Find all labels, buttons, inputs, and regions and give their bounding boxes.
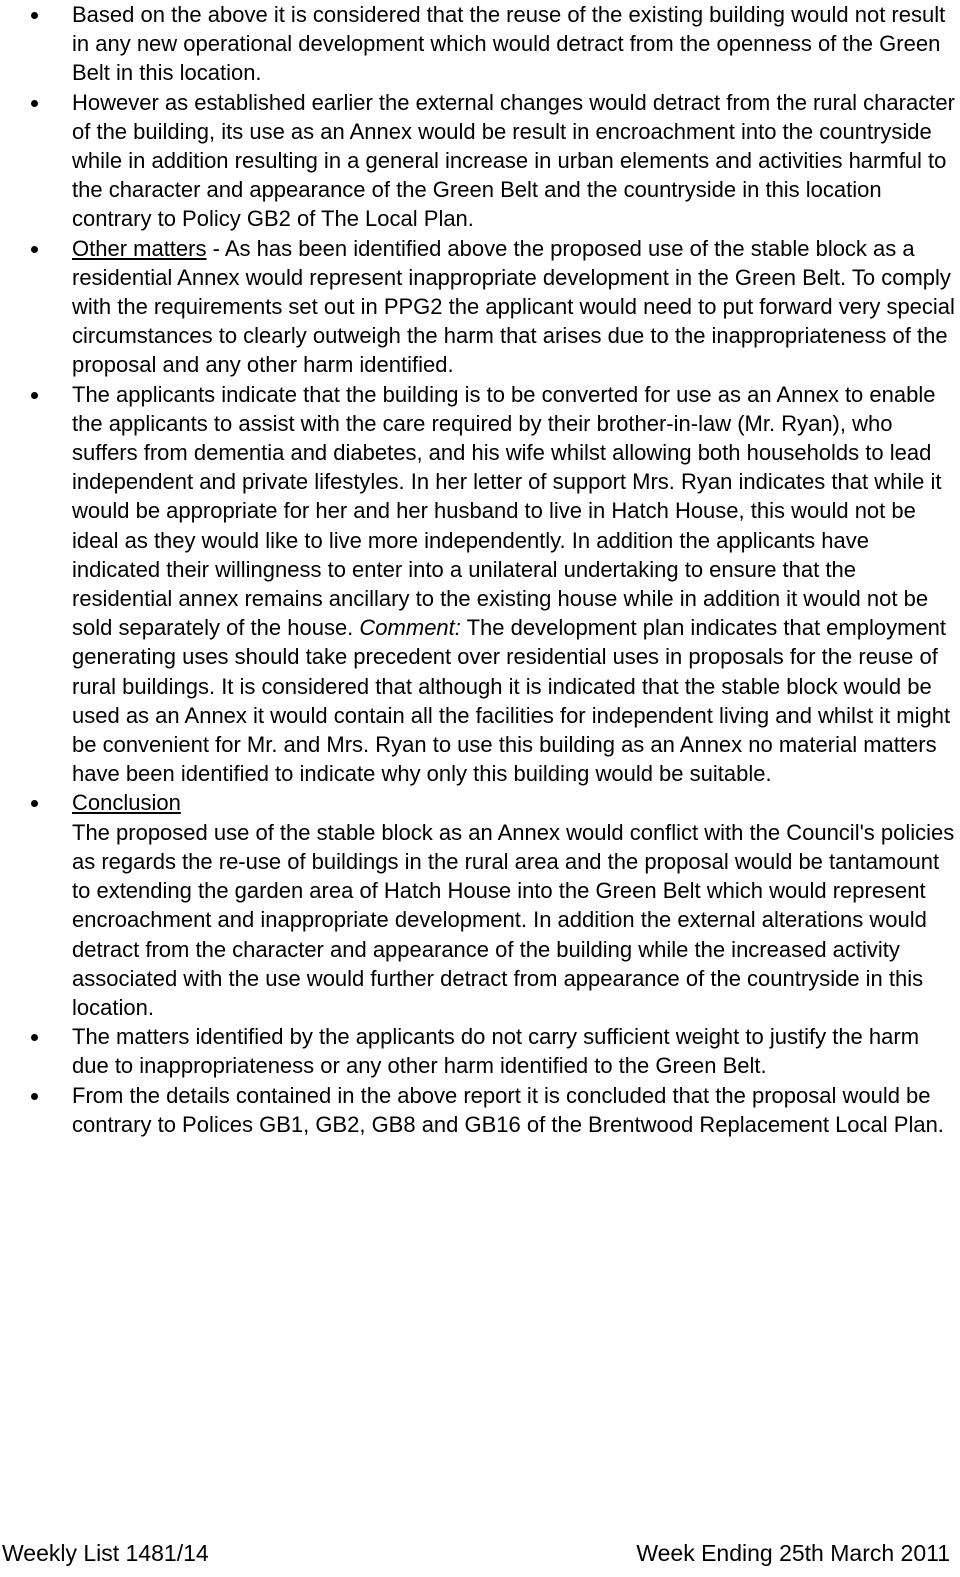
bullet-text: However as established earlier the external changes would detract from the rural character of the building, its use as an Annex would be result in encroachment into the countryside while in addition resulting in a general increase in urban elements and activities harmful to the character and appearance of the Green Belt and the countryside in this location contrary to Policy GB2 of The Local Plan. — [72, 89, 955, 232]
bullet-text: The matters identified by the applicants do not carry sufficient weight to justify the harm due to inappropriateness or any other harm identified to the Green Belt. — [72, 1024, 920, 1079]
bullet-text: From the details contained in the above report it is concluded that the proposal would be contrary to Polices GB1, GB2, GB8 and GB16 of the Brentwood Replacement Local Plan. — [72, 1082, 944, 1137]
bullet-conclusion — [72, 788, 957, 1022]
comment-label: Comment: — [359, 615, 461, 641]
bullet-text: Based on the above it is considered that the reuse of the existing building would not result in any new operational development which would detract from the openness of the Green Belt in this location. — [72, 2, 946, 86]
footer-week-ending: Week Ending 25th March 2011 — [636, 1540, 950, 1566]
footer-weekly-list: Weekly List 1481/14 — [2, 1540, 209, 1566]
bullet-reuse-openness — [72, 0, 957, 88]
bullet-applicants-annex — [72, 380, 957, 789]
bullet-icon — [31, 1093, 38, 1100]
report-body — [72, 0, 957, 1139]
bullet-insufficient-weight — [72, 1022, 957, 1080]
other-matters-heading: Other matters — [72, 235, 207, 261]
bullet-icon — [31, 100, 38, 107]
bullet-icon — [31, 800, 38, 807]
conclusion-heading: Conclusion — [72, 790, 181, 816]
bullet-icon — [31, 392, 38, 399]
bullet-text: - As has been identified above the proposed use of the stable block as a residential Annex would represent inappropriate development in the Green Belt. To comply with the requirements set out in PPG2 the applicant would need to put forward very special circumstances to clearly outweigh the harm that arises due to the inappropriateness of the proposal and any other harm identified. — [72, 235, 955, 378]
bullet-icon — [31, 12, 38, 19]
bullet-rural-character — [72, 88, 957, 234]
bullet-text-continued: The development plan indicates that employment generating uses should take precedent over residential uses in proposals for the reuse of rural buildings. It is considered that although it is indicated that the stable block would be used as an Annex it would contain all the facilities for independent living and whilst it might be convenient for Mr. and Mrs. Ryan to use this building as an Annex no material matters have been identified to indicate why only this building would be suitable. — [72, 615, 951, 787]
bullet-policy-contrary — [72, 1081, 957, 1139]
bullet-text: The proposed use of the stable block as an Annex would conflict with the Council's policies as regards the re-use of buildings in the rural area and the proposal would be tantamount to extending the garden area of Hatch House into the Green Belt which would represent encroachment and inappropriate development. In addition the external alterations would detract from the character and appearance of the building while the increased activity associated with the use would further detract from appearance of the countryside in this location. — [72, 819, 955, 1020]
bullet-icon — [31, 246, 38, 253]
bullet-icon — [31, 1034, 38, 1041]
bullet-text: The applicants indicate that the building is to be converted for use as an Annex to enable the applicants to assist with the care required by their brother-in-law (Mr. Ryan), who suffers from dementia and diabetes, and his wife whilst allowing both households to lead independent and private lifestyles. In her letter of support Mrs. Ryan indicates that while it would be appropriate for her and her husband to live in Hatch House, this would not be ideal as they would like to live more independently. In addition the applicants have indicated their willingness to enter into a unilateral undertaking to ensure that the residential annex remains ancillary to the existing house while in addition it would not be sold separately of the house. — [72, 381, 942, 641]
bullet-other-matters — [72, 234, 957, 380]
